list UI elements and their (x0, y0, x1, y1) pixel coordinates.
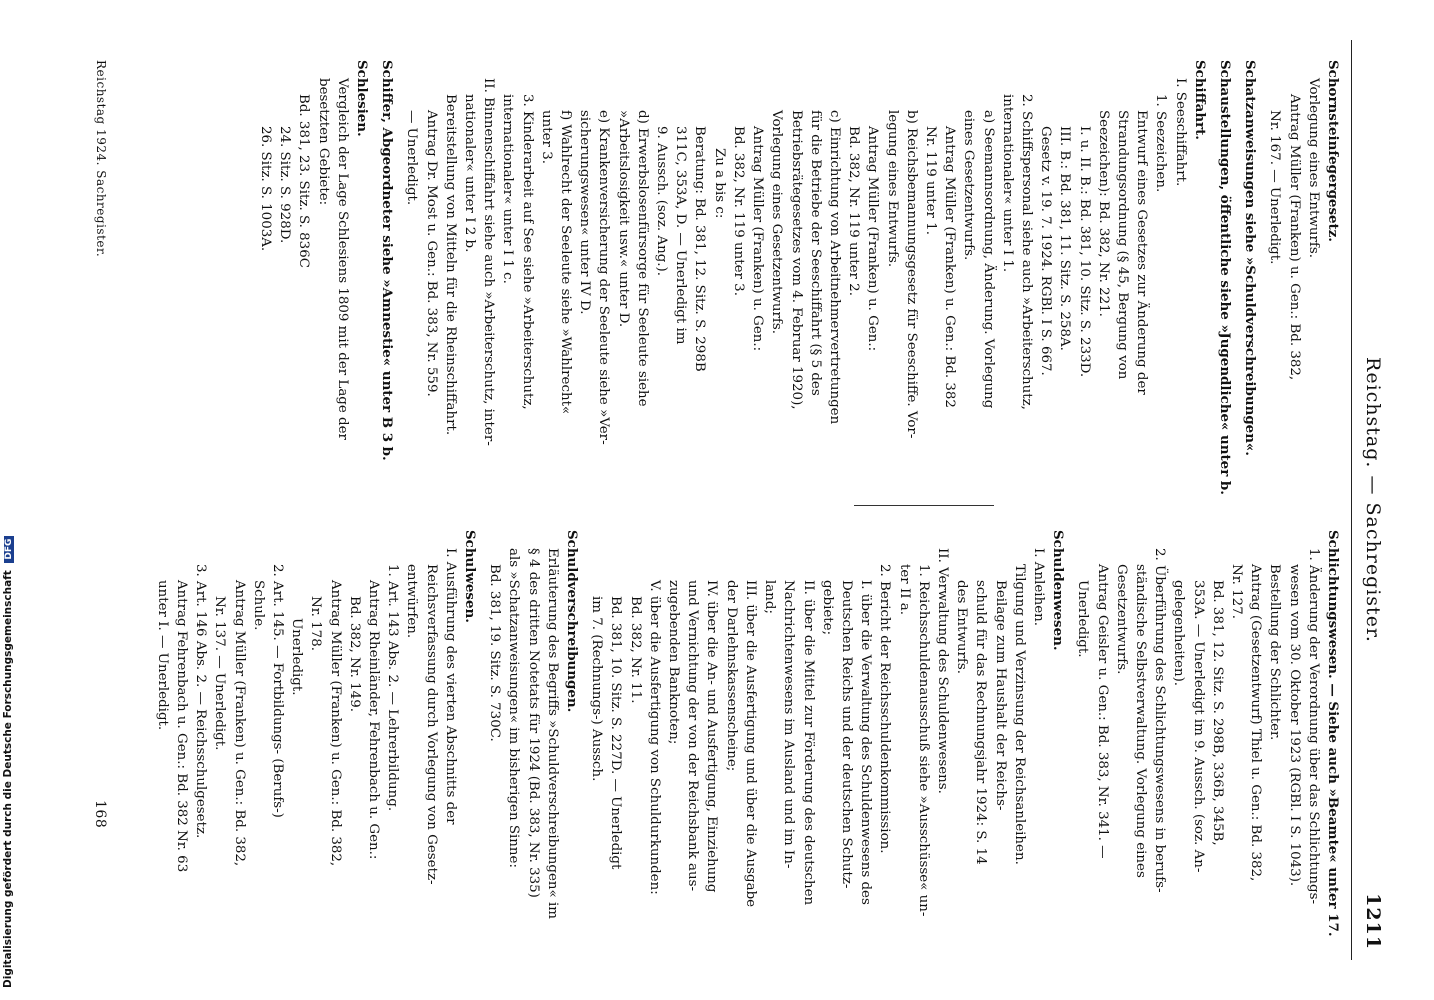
index-line: Antrag Müller (Franken) u. Gen.: (750, 126, 766, 352)
running-header (1354, 40, 1384, 960)
index-line: III. B.: Bd. 381, 11. Sitz. S. 258A. (1057, 126, 1073, 351)
index-line: wesen vom 30. Oktober 1923 (RGBl. I S. 1043). (1286, 564, 1302, 887)
index-heading: Schuldenwesen. (1050, 530, 1067, 651)
index-line: Antrag Rheinländer, Fehrenbach u. Gen.: (366, 580, 382, 860)
index-line: Betriebsrätegesetzes vom 4. Februar 1920), (788, 110, 804, 410)
index-line: besetzten Gebiete: (315, 78, 331, 206)
index-line: Antrag Müller (Franken) u. Gen.: Bd. 382 (942, 126, 958, 408)
index-line: der Darlehnskassenscheine; (723, 580, 739, 772)
index-line: 2. Schiffspersonal siehe auch »Arbeiterschutz, (1018, 94, 1034, 410)
index-heading: Schlesien. (354, 60, 371, 137)
index-line: eines Gesetzentwurfs. (961, 110, 977, 261)
index-line: des Entwurfs. (954, 580, 970, 674)
index-line: 2. Art. 145. — Fortbildungs- (Berufs-) (270, 564, 286, 818)
index-line: land; (762, 580, 778, 614)
index-line: Schule. (250, 580, 266, 631)
index-line: II. Binnenschiffahrt siehe auch »Arbeiterschutz, inter- (481, 78, 497, 446)
index-line: III. über die Ausfertigung und über die Ausgabe (742, 580, 758, 908)
index-line: Antrag Müller (Franken) u. Gen.: Bd. 382, (231, 580, 247, 867)
index-line: Gesetz v. 19. 7. 1924. RGBl. I S. 667. (1038, 126, 1054, 376)
index-line: II. über die Mittel zur Förderung des deutschen (800, 580, 816, 906)
index-line: legung eines Entwurfs. (884, 110, 900, 268)
index-line: 1. Reichsschuldenausschuß siehe »Ausschüsse« un- (915, 564, 931, 917)
right-column (153, 530, 1342, 970)
index-line: internationaler« unter I 1. (999, 94, 1015, 273)
index-line: c) Einrichtung von Arbeitnehmervertretungen (826, 110, 842, 425)
index-line: Nr. 127. (1228, 564, 1244, 619)
index-line: 3. Kinderarbeit auf See siehe »Arbeiterschutz, (519, 94, 535, 410)
credit-label: Digitalisierung gefördert durch die Deutsche Forschungsgemeinschaft (2, 570, 14, 988)
index-line: Deutschen Reichs und der deutschen Schutz- (838, 580, 854, 889)
index-line: 1. Art. 143 Abs. 2. — Lehrerbildung. (385, 564, 401, 812)
index-line: Reichsverfassung durch Vorlegung von Gesetz- (423, 564, 439, 885)
index-line: Vorlegung eines Gesetzentwurfs. (769, 110, 785, 334)
footer-page-number: 168 (92, 800, 108, 829)
index-line: Bereitstellung von Mitteln für die Rheinschiffahrt. (442, 94, 458, 436)
index-line: »Arbeitslosigkeit usw.« unter D. (615, 110, 631, 328)
index-line: Antrag Geisler u. Gen.: Bd. 383, Nr. 341. — (1094, 564, 1110, 859)
index-line: 26. Sitz. S. 1003A. (258, 126, 274, 252)
index-line: und Vernichtung der von der Reichsbank aus- (685, 580, 701, 891)
index-line: I. über die Verwaltung des Schuldenwesens des (858, 580, 874, 905)
index-line: sicherungswesen« unter IV D. (577, 110, 593, 315)
index-line: Unerledigt. (1075, 580, 1091, 658)
header-title: Reichstag. — Sachregister. (1362, 357, 1384, 643)
entry-gap (1209, 60, 1215, 500)
index-line: 9. Aussch. (soz. Ang.). (654, 126, 670, 277)
index-line: Zu a bis c: (711, 148, 727, 219)
index-line: Bestellung der Schlichter. (1267, 564, 1283, 741)
index-heading: Schiffahrt. (1191, 60, 1208, 140)
index-line: als »Schatzanweisungen« im bisherigen Sinne: (506, 548, 522, 868)
credit-text (2, 536, 14, 988)
index-heading: Schaustellungen, öffentliche siehe »Jugendliche« unter b. (1216, 60, 1233, 495)
index-line: Antrag Dr. Most u. Gen.: Bd. 383, Nr. 559. (423, 110, 439, 397)
index-line: Antrag Müller (Franken) u. Gen.: Bd. 382, (327, 580, 343, 867)
index-line: Bd. 381, 23. Sitz. S. 836C (296, 94, 312, 268)
index-line: Strandungsordnung (§ 45, Bergung von (1114, 110, 1130, 380)
index-line: nationaler« unter I 2 b. (462, 94, 478, 253)
index-line: d) Erwerbslosenfürsorge für Seeleute siehe (634, 110, 650, 407)
index-heading: Schuldverschreibungen. (564, 530, 581, 713)
index-line: Nr. 167. — Unerledigt. (1267, 110, 1283, 265)
index-line: Antrag Müller (Franken) u. Gen.: (865, 126, 881, 352)
index-line: Bd. 381, 19. Sitz. S. 730C. (487, 564, 503, 742)
index-line: ter II a. (896, 564, 912, 616)
column-divider (854, 505, 994, 506)
index-line: Antrag Fehrenbach u. Gen.: Bd. 382 Nr. 63 (174, 580, 190, 873)
index-line: unter I. — Unerledigt. (154, 580, 170, 731)
index-line: f) Wahlrecht der Seeleute siehe »Wahlrecht« (558, 110, 574, 415)
index-line: entwürfen. (404, 564, 420, 639)
index-line: 3. Art. 146 Abs. 2. — Reichsschulgesetz. (193, 564, 209, 839)
index-line: Erläuterung des Begriffs »Schuldverschreibungen« im (544, 548, 560, 919)
digitization-credit-strip (0, 0, 22, 1000)
dfg-logo: DFG (4, 536, 14, 563)
index-line: § 4 des dritten Notetats für 1924 (Bd. 383, Nr. 335) (525, 548, 541, 898)
index-line: a) Seemannsordnung, Änderung. Vorlegung (980, 110, 996, 409)
index-line: Seezeichen): Bd. 382, Nr. 221. (1095, 110, 1111, 317)
index-line: IV. über die An- und Ausfertigung, Einziehung (704, 580, 720, 893)
index-line: Beilage zum Haushalt der Reichs- (992, 580, 1008, 811)
index-line: I. Seeschiffahrt. (1172, 78, 1188, 187)
index-line: Bd. 381, 10. Sitz. S. 227D. — Unerledigt (608, 596, 624, 870)
index-line: II. Verwaltung des Schuldenwesens. (934, 548, 950, 794)
index-line: unter 3. (538, 110, 554, 164)
left-column (256, 60, 1342, 500)
index-line: Vergleich der Lage Schlesiens 1809 mit der Lage der (334, 78, 350, 440)
index-heading: Schulwesen. (462, 530, 479, 623)
header-rule (1351, 40, 1352, 960)
index-line: Beratung: Bd. 381, 12. Sitz. S. 298B (692, 126, 708, 372)
index-line: zugebenden Banknoten; (666, 580, 682, 745)
index-line: Nr. 178. (308, 596, 324, 651)
index-line: Bd. 382, Nr. 119 unter 2. (846, 126, 862, 296)
index-line: ständische Selbstverwaltung. Vorlegung eines (1132, 564, 1148, 878)
index-line: Gesetzentwurfs. (1113, 564, 1129, 675)
index-line: 2. Überführung des Schlichtungswesens in berufs- (1152, 548, 1168, 893)
footer-source: Reichstag 1924. Sachregister. (94, 60, 108, 258)
index-line: 24. Sitz. S. 928D. (277, 126, 293, 244)
index-line: Tilgung und Verzinsung der Reichsanleihen. (1011, 564, 1027, 865)
index-line: schuld für das Rechnungsjahr 1924: S. 14 (973, 580, 989, 865)
index-line: Antrag Müller (Franken) u. Gen.: Bd. 382, (1286, 94, 1302, 381)
index-heading: Schlichtungswesen. — Siehe auch »Beamte« unter 17. (1325, 530, 1341, 937)
index-line: 311C, 353A, D. — Unerledigt im (673, 126, 689, 345)
index-heading: Schatzanweisungen siehe »Schuldverschreibungen«. (1242, 60, 1259, 456)
index-line: Bd. 382, Nr. 149. (346, 596, 362, 712)
index-line: im 7. (Rechnungs-) Aussch. (589, 596, 605, 782)
page-footer (92, 60, 108, 829)
index-line: 1. Änderung der Verordnung über das Schlichtungs- (1305, 548, 1321, 905)
index-line: internationaler« unter I 1 c. (500, 94, 516, 284)
index-line: für die Betriebe der Seeschiffahrt (§ 5 des (807, 110, 823, 396)
index-line: Bd. 382, Nr. 119 unter 3. (730, 126, 746, 296)
index-line: Antrag (Gesetzentwurf) Thiel u. Gen.: Bd. 382, (1248, 564, 1264, 882)
index-line: Unerledigt. (289, 618, 305, 696)
index-line: I. Anleihen. (1030, 548, 1046, 627)
index-line: Nachrichtenwesens im Ausland und im In- (781, 580, 797, 869)
index-heading: Schiffer, Abgeordneter siehe »Amnestie« unter B 3 b. (379, 60, 396, 461)
index-line: Vorlegung eines Entwurfs. (1305, 78, 1321, 258)
index-line: I. u. II. B.: Bd. 381, 10. Sitz. S. 233D. (1076, 126, 1092, 378)
index-line: gebiete; (819, 580, 835, 636)
index-line: Nr. 119 unter 1. (922, 126, 938, 235)
index-line: b) Reichsbemannungsgesetz für Seeschiffe. Vor- (903, 110, 919, 439)
index-line: e) Krankenversicherung der Seeleute siehe »Ver- (596, 110, 612, 445)
index-line: — Unerledigt. (404, 110, 420, 206)
index-heading: Schornsteinfegergesetz. (1325, 60, 1341, 242)
index-line: I. Ausführung des vierten Abschnitts der (442, 548, 458, 825)
index-line: Bd. 382, Nr. 11. (627, 596, 643, 704)
index-line: Bd. 381, 12. Sitz. S. 298B, 336B, 345B, (1209, 580, 1225, 846)
header-page-number: 1211 (1362, 893, 1384, 950)
index-line: Entwurf eines Gesetzes zur Änderung der (1134, 110, 1150, 395)
index-line: gelegenheiten). (1171, 580, 1187, 687)
index-line: 353A. — Unerledigt im 9. Aussch. (soz. An- (1190, 580, 1206, 873)
index-line: 2. Bericht der Reichsschuldenkommission. (877, 564, 893, 854)
index-line: V. über die Ausfertigung von Schuldurkunden: (646, 580, 662, 895)
index-line: Nr. 137. — Unerledigt. (212, 596, 228, 751)
index-line: 1. Seezeichen. (1153, 94, 1169, 193)
